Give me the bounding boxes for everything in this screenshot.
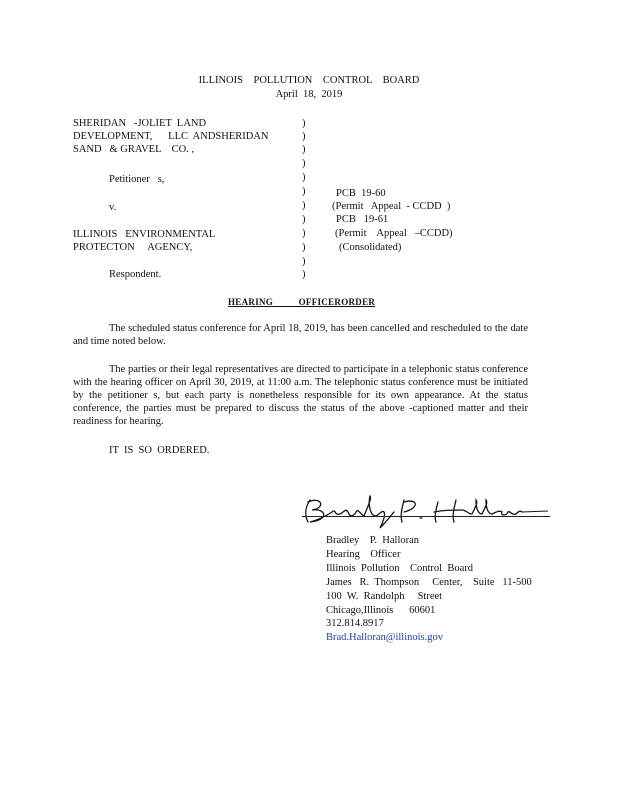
order-date: April 18, 2019 [275,89,343,100]
respondent-line-2: PROTECTON AGENCY, [73,242,193,253]
petitioner-line-3: SAND & GRAVEL CO. , [73,144,195,155]
petitioner-line-1: SHERIDAN -JOLIET LAND [73,118,207,129]
so-ordered: IT IS SO ORDERED. [109,445,210,456]
signer-phone: 312.814.8917 [326,618,384,629]
signer-address-1: James R. Thompson Center, Suite 11-500 [326,577,532,588]
case-number-2: PCB 19-61 [336,214,389,225]
consolidated-note: (Consolidated) [339,242,402,253]
signer-title: Hearing Officer [326,549,401,560]
case-number-1: PCB 19-60 [336,188,386,199]
versus: v. [109,202,117,213]
signer-name: Bradley P. Halloran [326,535,420,546]
case-type-1: (Permit Appeal - CCDD ) [332,201,451,212]
respondent-line-1: ILLINOIS ENVIRONMENTAL [73,229,216,240]
paragraph-2: The parties or their legal representatives are directed to participate in a telephonic status conference with the hearing officer on April 30, 2019, at 11:00 a.m. The telephonic status conference must be initiated by the petitioner s, but each party is nonetheless responsible for its own appearance. At the status conference, the parties must be prepared to discuss the status of the above -captioned matter and their readiness for hearing. [73,364,528,427]
petitioner-line-2: DEVELOPMENT, LLC ANDSHERIDAN [73,131,269,142]
case-type-2: (Permit Appeal –CCDD) [335,228,453,239]
respondent-role: Respondent. [109,269,162,280]
paragraph-1: The scheduled status conference for April 18, 2019, has been cancelled and rescheduled to the date and time noted below. [73,323,528,347]
order-title: HEARING OFFICERORDER [228,297,376,307]
petitioner-role: Petitioner s, [109,174,165,185]
signature-line [302,516,550,517]
board-name: ILLINOIS POLLUTION CONTROL BOARD [198,75,420,86]
signer-organization: Illinois Pollution Control Board [326,563,474,574]
signature-image [296,494,552,530]
signer-email-link[interactable]: Brad.Halloran@illinois.gov [326,632,443,643]
signer-address-2: 100 W. Randolph Street [326,591,443,602]
signer-city: Chicago,Illinois 60601 [326,605,436,616]
